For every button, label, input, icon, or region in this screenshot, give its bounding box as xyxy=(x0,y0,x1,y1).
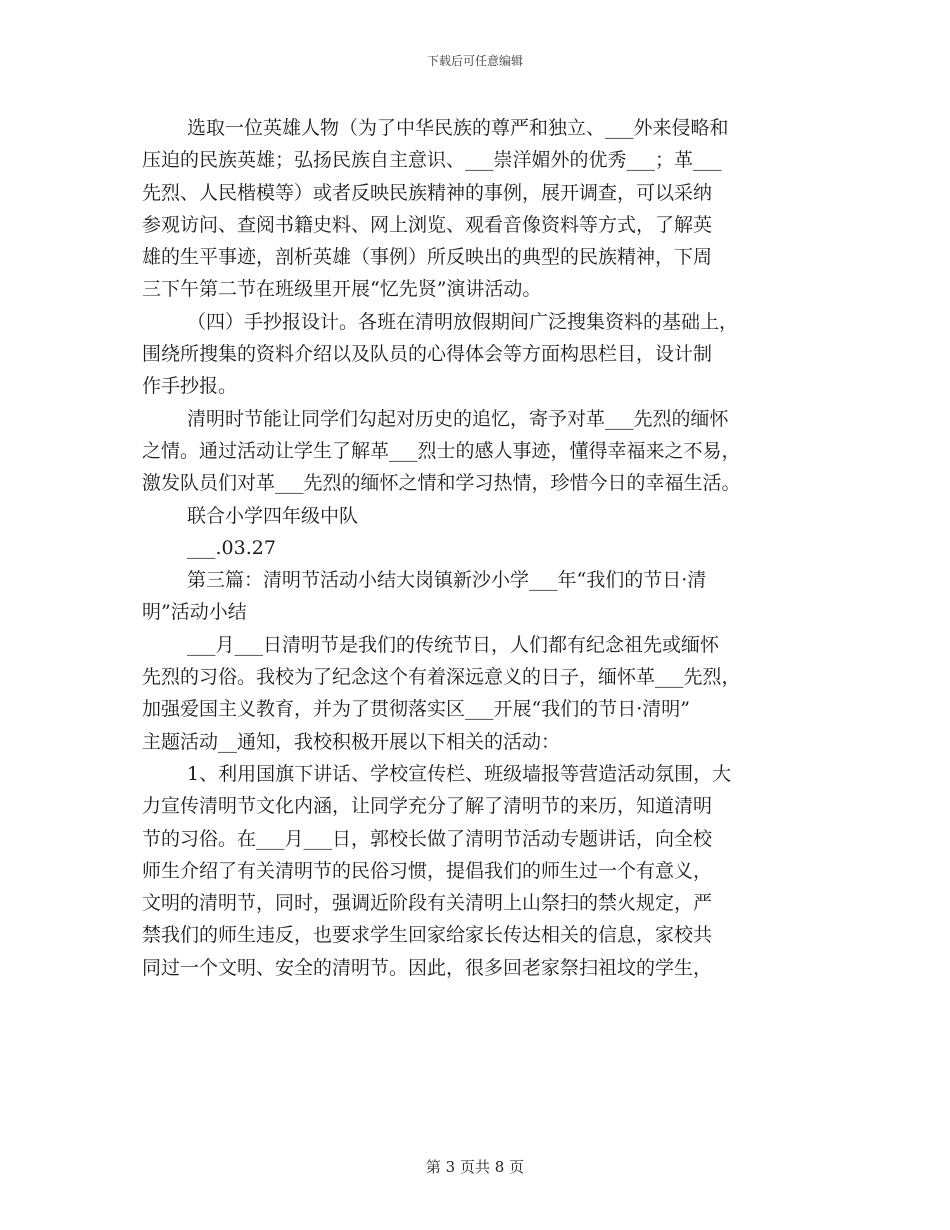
text-line: 主题活动__通知，我校积极开展以下相关的活动： xyxy=(142,730,561,753)
text-line: 第三篇：清明节活动小结大岗镇新沙小学___年“我们的节日·清 xyxy=(187,569,707,592)
text-line: ___月___日清明节是我们的传统节日，人们都有纪念祖先或缅怀 xyxy=(187,633,720,656)
text-line: 围绕所搜集的资料介绍以及队员的心得体会等方面构思栏目，设计制 xyxy=(142,343,713,366)
text-line: 先烈、人民楷模等）或者反映民族精神的事例，展开调查，可以采纳 xyxy=(142,181,713,204)
text-line: 激发队员们对革___先烈的缅怀之情和学习热情，珍惜今日的幸福生活。 xyxy=(142,472,741,495)
text-line: 1、利用国旗下讲话、学校宣传栏、班级墙报等营造活动氛围，大 xyxy=(187,762,732,785)
text-line: （四）手抄报设计。各班在清明放假期间广泛搜集资料的基础上， xyxy=(187,310,739,333)
text-line: 明”活动小结 xyxy=(142,601,247,624)
text-line: 力宣传清明节文化内涵，让同学充分了解了清明节的来历，知道清明 xyxy=(142,795,713,818)
page-footer: 第 3 页共 8 页 xyxy=(425,1158,525,1176)
text-line: 清明时节能让同学们勾起对历史的追忆，寄予对革___先烈的缅怀 xyxy=(187,407,729,430)
text-line: 文明的清明节，同时，强调近阶段有关清明上山祭扫的禁火规定，严 xyxy=(142,892,713,915)
page-header: 下载后可任意编辑 xyxy=(426,54,523,68)
text-line: 三下午第二节在班级里开展“忆先贤”演讲活动。 xyxy=(142,278,542,301)
text-line: 之情。通过活动让学生了解革___烈士的感人事迹，懂得幸福来之不易， xyxy=(142,439,741,462)
text-line: 联合小学四年级中队 xyxy=(187,504,359,527)
text-line: 雄的生平事迹，剖析英雄（事例）所反映出的典型的民族精神，下周 xyxy=(142,246,713,269)
text-line: 节的习俗。在___月___日，郭校长做了清明节活动专题讲话，向全校 xyxy=(142,827,713,850)
text-line: ___.03.27 xyxy=(187,536,276,559)
text-line: 先烈的习俗。我校为了纪念这个有着深远意义的日子，缅怀革___先烈， xyxy=(142,666,741,689)
text-line: 作手抄报。 xyxy=(142,375,238,398)
text-line: 禁我们的师生违反，也要求学生回家给家长传达相关的信息，家校共 xyxy=(142,924,713,947)
text-line: 同过一个文明、安全的清明节。因此，很多回老家祭扫祖坟的学生， xyxy=(142,956,713,979)
text-line: 加强爱国主义教育，并为了贯彻落实区___开展“我们的节日·清明” xyxy=(142,698,690,721)
text-line: 参观访问、查阅书籍史料、网上浏览、观看音像资料等方式，了解英 xyxy=(142,213,713,236)
text-line: 师生介绍了有关清明节的民俗习惯，提倡我们的师生过一个有意义， xyxy=(142,859,713,882)
text-line: 选取一位英雄人物（为了中华民族的尊严和独立、___外来侵略和 xyxy=(187,117,729,139)
document-body xyxy=(142,112,822,984)
text-line: 压迫的民族英雄；弘扬民族自主意识、___崇洋媚外的优秀___；革___ xyxy=(142,149,722,172)
